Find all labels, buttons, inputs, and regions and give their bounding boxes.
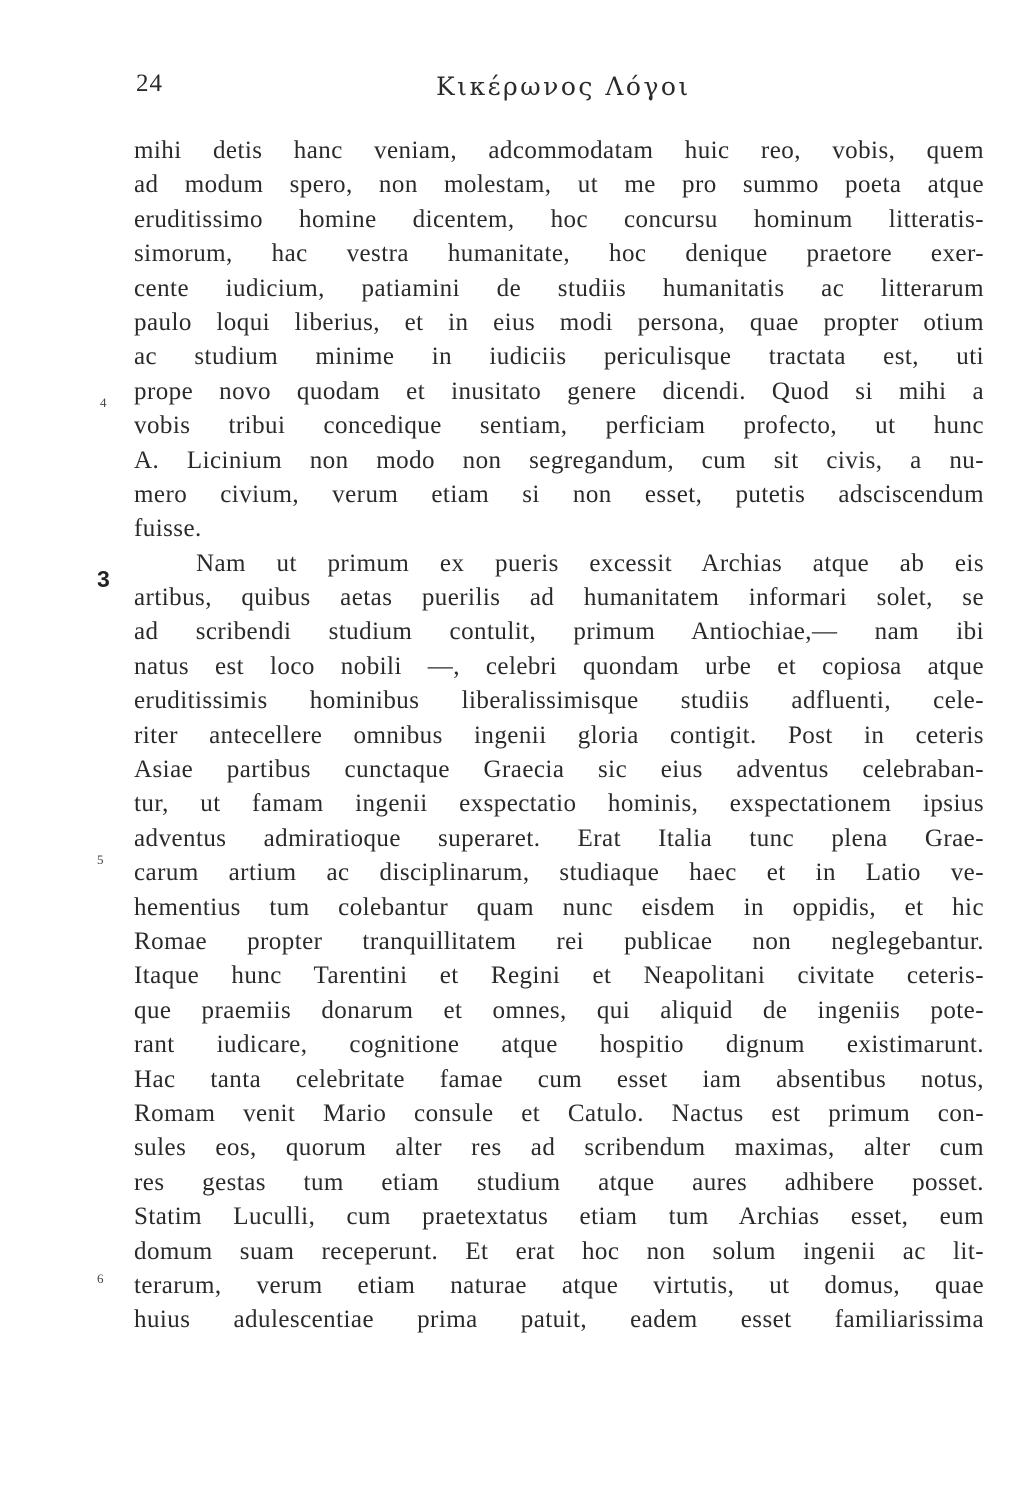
text-line: huius adulescentiae prima patuit, eadem esset familiarissima: [134, 1306, 984, 1334]
text-line: rant iudicare, cognitione atque hospitio dignum existimarunt.: [134, 1031, 984, 1059]
text-line: Hac tanta celebritate famae cum esset iam absentibus notus,: [134, 1065, 984, 1093]
margin-section-number-3: 3: [97, 566, 110, 592]
text-line: vobis tribui concedique sentiam, perficiam profecto, ut hunc: [134, 412, 984, 440]
text-line: ad scribendi studium contulit, primum Antiochiae,— nam ibi: [134, 618, 984, 646]
text-line: sules eos, quorum alter res ad scribendum maximas, alter cum: [134, 1134, 984, 1162]
text-line: terarum, verum etiam naturae atque virtutis, ut domus, quae: [134, 1271, 984, 1299]
text-line: mero civium, verum etiam si non esset, putetis adsciscendum: [134, 480, 984, 508]
text-line: simorum, hac vestra humanitate, hoc denique praetore exer-: [134, 240, 984, 268]
text-line: Statim Luculli, cum praetextatus etiam tum Archias esset, eum: [134, 1203, 984, 1231]
margin-line-number-5: 5: [97, 852, 104, 867]
text-line: Itaque hunc Tarentini et Regini et Neapolitani civitate ceteris-: [134, 962, 984, 990]
text-line: eruditissimo homine dicentem, hoc concursu hominum litteratis-: [134, 205, 984, 233]
text-line: paulo loqui liberius, et in eius modi persona, quae propter otium: [134, 308, 984, 336]
margin-line-number-6: 6: [97, 1271, 104, 1286]
text-line: hementius tum colebantur quam nunc eisdem in oppidis, et hic: [134, 893, 984, 921]
body-text: [134, 134, 984, 1338]
text-line: mihi detis hanc veniam, adcommodatam huic reo, vobis, quem: [134, 137, 984, 164]
text-line: Romam venit Mario consule et Catulo. Nactus est primum con-: [134, 1099, 984, 1127]
text-line: tur, ut famam ingenii exspectatio hominis, exspectationem ipsius: [134, 790, 984, 818]
text-line: A. Licinium non modo non segregandum, cum sit civis, a nu-: [134, 446, 984, 474]
text-line: res gestas tum etiam studium atque aures adhibere posset.: [134, 1168, 984, 1196]
text-line: que praemiis donarum et omnes, qui aliquid de ingeniis pote-: [134, 996, 984, 1024]
text-line: riter antecellere omnibus ingenii gloria contigit. Post in ceteris: [134, 721, 984, 749]
running-head: Κικέρωνος Λόγοι: [436, 72, 691, 101]
text-line: eruditissimis hominibus liberalissimisque studiis adfluenti, cele-: [134, 687, 984, 715]
text-line: prope novo quodam et inusitato genere dicendi. Quod si mihi a: [134, 377, 984, 405]
text-line: Nam ut primum ex pueris excessit Archias atque ab eis: [196, 549, 984, 577]
text-line: carum artium ac disciplinarum, studiaque haec et in Latio ve-: [134, 859, 984, 887]
page-header: [136, 70, 976, 110]
text-line: domum suam receperunt. Et erat hoc non solum ingenii ac lit-: [134, 1237, 984, 1265]
margin-line-number-4: 4: [100, 395, 107, 410]
text-line: ac studium minime in iudiciis periculisque tractata est, uti: [134, 343, 984, 371]
text-line: cente iudicium, patiamini de studiis humanitatis ac litterarum: [134, 274, 984, 302]
page-number: 24: [136, 70, 163, 97]
text-line: ad modum spero, non molestam, ut me pro summo poeta atque: [134, 171, 984, 199]
paragraph-1: [134, 134, 984, 547]
paragraph-2: [134, 547, 984, 1338]
text-line: adventus admiratioque superaret. Erat Italia tunc plena Grae-: [134, 824, 984, 852]
text-line: Asiae partibus cunctaque Graecia sic eius adventus celebraban-: [134, 756, 984, 784]
text-line: artibus, quibus aetas puerilis ad humanitatem informari solet, se: [134, 584, 984, 612]
text-line: fuisse.: [134, 515, 202, 543]
text-line: natus est loco nobili —, celebri quondam urbe et copiosa atque: [134, 652, 984, 680]
text-line: Romae propter tranquillitatem rei publicae non neglegebantur.: [134, 927, 984, 955]
